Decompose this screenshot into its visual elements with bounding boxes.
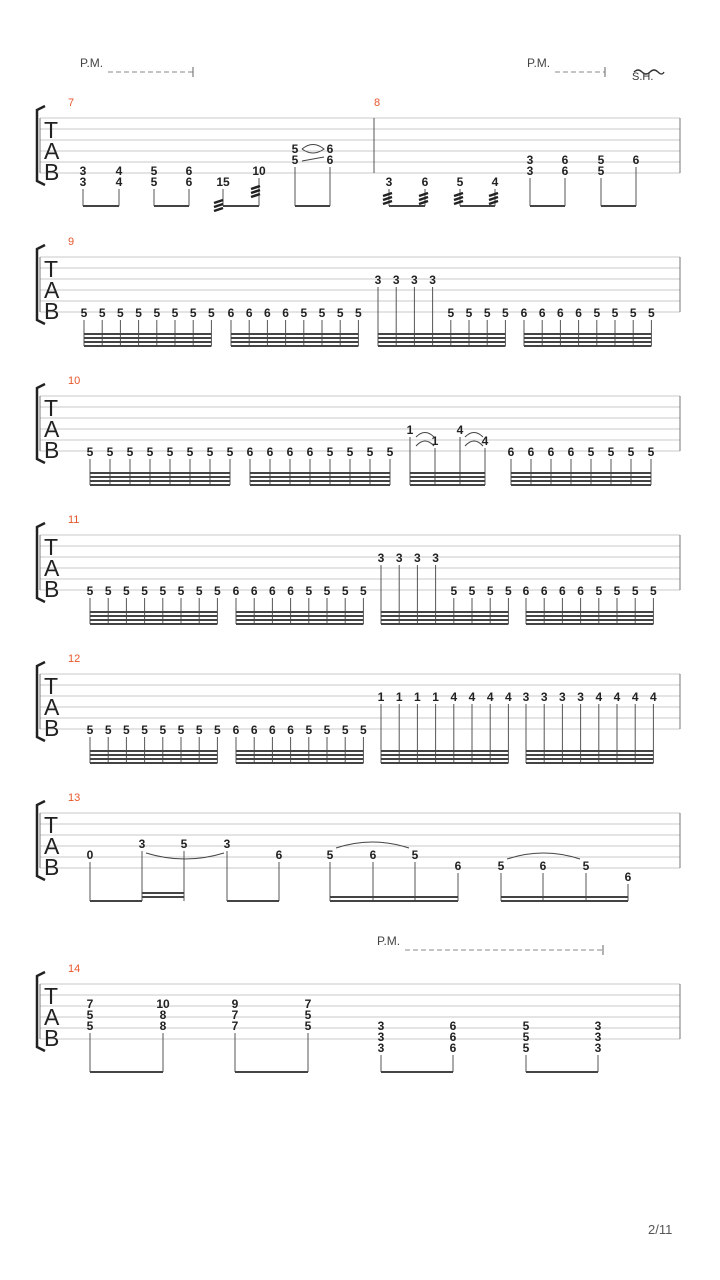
- fret-number: 6: [575, 306, 582, 320]
- measure-number: 7: [68, 97, 75, 109]
- fret-number: 5: [305, 723, 313, 737]
- fret-number: 6: [232, 584, 240, 598]
- fret-number: 7: [231, 1019, 239, 1033]
- tremolo-mark: [454, 201, 463, 204]
- fret-number: 5: [141, 584, 148, 598]
- fret-number: 5: [483, 306, 491, 320]
- fret-number: 5: [123, 584, 130, 598]
- fret-number: 4: [650, 690, 657, 704]
- fret-number: 5: [486, 584, 494, 598]
- fret-number: 5: [360, 723, 367, 737]
- fret-number: 6: [326, 153, 334, 167]
- fret-number: 5: [177, 723, 185, 737]
- fret-number: 5: [86, 1019, 94, 1033]
- measure-number: 13: [68, 792, 81, 804]
- fret-number: 1: [377, 690, 385, 704]
- tab-clef-a: A: [44, 833, 60, 859]
- fret-number: 3: [385, 175, 393, 189]
- fret-number: 5: [613, 584, 621, 598]
- tremolo-mark: [214, 200, 223, 203]
- tab-clef-t: T: [44, 983, 59, 1009]
- fret-number: 5: [323, 723, 331, 737]
- fret-number: 6: [539, 859, 547, 873]
- fret-number: 5: [104, 723, 112, 737]
- fret-number: 3: [559, 690, 566, 704]
- fret-number: 5: [104, 584, 112, 598]
- fret-number: 5: [346, 445, 354, 459]
- fret-number: 5: [323, 584, 331, 598]
- fret-number: 6: [275, 848, 283, 862]
- fret-number: 5: [186, 445, 194, 459]
- fret-number: 3: [377, 1019, 385, 1033]
- fret-number: 7: [304, 997, 312, 1011]
- fret-number: 5: [650, 584, 657, 598]
- fret-number: 3: [594, 1019, 602, 1033]
- fret-number: 4: [481, 434, 489, 448]
- tab-clef-t: T: [44, 256, 59, 282]
- measure-number: 12: [68, 653, 81, 665]
- measure-number: 14: [68, 963, 81, 975]
- fret-number: 10: [156, 997, 170, 1011]
- tab-clef-b: B: [44, 715, 60, 741]
- fret-number: 5: [86, 584, 94, 598]
- tab-clef-t: T: [44, 534, 59, 560]
- tab-clef-b: B: [44, 159, 60, 185]
- fret-number: 8: [159, 1019, 167, 1033]
- fret-number: 5: [336, 306, 344, 320]
- fret-number: 3: [138, 837, 146, 851]
- fret-number: 6: [449, 1030, 457, 1044]
- tremolo-mark: [383, 197, 392, 200]
- measure-number: 10: [68, 375, 81, 387]
- fret-number: 10: [252, 164, 266, 178]
- fret-number: 5: [341, 723, 349, 737]
- fret-number: 5: [587, 445, 595, 459]
- fret-number: 6: [326, 142, 334, 156]
- fret-number: 5: [450, 584, 458, 598]
- fret-number: 5: [106, 445, 114, 459]
- tremolo-mark: [454, 193, 463, 196]
- fret-number: 6: [538, 306, 546, 320]
- fret-number: 6: [567, 445, 575, 459]
- tremolo-mark: [214, 208, 223, 211]
- fret-number: 6: [269, 723, 276, 737]
- bend-curve: [465, 433, 483, 438]
- fret-number: 6: [632, 153, 640, 167]
- page-number: 2/11: [648, 1222, 673, 1237]
- fret-number: 7: [231, 1008, 239, 1022]
- fret-number: 5: [98, 306, 106, 320]
- fret-number: 5: [226, 445, 234, 459]
- tab-clef-t: T: [44, 395, 59, 421]
- tremolo-mark: [489, 201, 498, 204]
- fret-number: 3: [223, 837, 231, 851]
- tab-clef-a: A: [44, 694, 60, 720]
- fret-number: 8: [159, 1008, 167, 1022]
- fret-number: 6: [369, 848, 377, 862]
- fret-number: 5: [456, 175, 464, 189]
- fret-number: 5: [300, 306, 308, 320]
- fret-number: 5: [214, 723, 221, 737]
- tab-clef-b: B: [44, 576, 60, 602]
- fret-number: 3: [526, 164, 534, 178]
- fret-number: 5: [189, 306, 197, 320]
- fret-number: 5: [326, 848, 334, 862]
- fret-number: 3: [395, 551, 403, 565]
- tab-clef-b: B: [44, 1025, 60, 1051]
- fret-number: 6: [522, 584, 530, 598]
- fret-number: 5: [305, 584, 313, 598]
- fret-number: 5: [647, 445, 655, 459]
- fret-number: 3: [594, 1030, 602, 1044]
- tremolo-mark: [214, 204, 223, 207]
- tremolo-mark: [489, 197, 498, 200]
- tab-clef-b: B: [44, 298, 60, 324]
- fret-number: 5: [502, 306, 509, 320]
- fret-number: 5: [146, 445, 154, 459]
- fret-number: 5: [208, 306, 215, 320]
- fret-number: 6: [287, 584, 294, 598]
- fret-number: 5: [141, 723, 148, 737]
- fret-number: 15: [216, 175, 230, 189]
- fret-number: 3: [79, 175, 87, 189]
- fret-number: 6: [449, 1041, 457, 1055]
- fret-number: 5: [206, 445, 214, 459]
- fret-number: 5: [522, 1041, 530, 1055]
- fret-number: 3: [392, 273, 400, 287]
- fret-number: 6: [454, 859, 462, 873]
- measure-number: 8: [374, 97, 381, 109]
- fret-number: 5: [505, 584, 512, 598]
- fret-number: 6: [264, 306, 271, 320]
- fret-number: 5: [304, 1019, 312, 1033]
- fret-number: 5: [117, 306, 124, 320]
- fret-number: 4: [456, 423, 464, 437]
- fret-number: 0: [86, 848, 94, 862]
- fret-number: 5: [593, 306, 601, 320]
- fret-number: 1: [432, 690, 439, 704]
- fret-number: 5: [195, 584, 203, 598]
- tab-clef-t: T: [44, 812, 59, 838]
- fret-number: 3: [429, 273, 436, 287]
- tremolo-mark: [419, 201, 428, 204]
- fret-number: 5: [627, 445, 635, 459]
- tab-clef-a: A: [44, 416, 60, 442]
- fret-number: 1: [395, 690, 403, 704]
- fret-number: 6: [246, 445, 254, 459]
- fret-number: 3: [377, 551, 385, 565]
- fret-number: 6: [266, 445, 274, 459]
- fret-number: 6: [282, 306, 289, 320]
- tremolo-mark: [383, 193, 392, 196]
- tremolo-mark: [383, 201, 392, 204]
- fret-number: 6: [185, 164, 193, 178]
- fret-number: 5: [86, 445, 94, 459]
- fret-number: 4: [115, 175, 123, 189]
- fret-number: 3: [577, 690, 584, 704]
- fret-number: 7: [86, 997, 94, 1011]
- measure-number: 11: [68, 514, 80, 526]
- bend-curve: [302, 145, 324, 154]
- palm-mute-label: P.M.: [527, 56, 551, 70]
- fret-number: 5: [595, 584, 603, 598]
- fret-number: 4: [450, 690, 458, 704]
- fret-number: 4: [486, 690, 494, 704]
- fret-number: 5: [123, 723, 130, 737]
- fret-number: 3: [414, 551, 421, 565]
- fret-number: 5: [597, 153, 605, 167]
- fret-number: 5: [468, 584, 476, 598]
- fret-number: 5: [386, 445, 394, 459]
- fret-number: 5: [355, 306, 362, 320]
- fret-number: 1: [414, 690, 421, 704]
- tab-clef-a: A: [44, 277, 60, 303]
- fret-number: 6: [227, 306, 235, 320]
- fret-number: 5: [631, 584, 639, 598]
- fret-number: 3: [522, 690, 530, 704]
- fret-number: 5: [180, 837, 188, 851]
- fret-number: 5: [522, 1019, 530, 1033]
- fret-number: 5: [318, 306, 326, 320]
- fret-number: 5: [597, 164, 605, 178]
- fret-number: 3: [411, 273, 418, 287]
- fret-number: 6: [540, 584, 548, 598]
- fret-number: 4: [115, 164, 123, 178]
- fret-number: 6: [449, 1019, 457, 1033]
- tab-clef-t: T: [44, 117, 59, 143]
- fret-number: 6: [559, 584, 566, 598]
- fret-number: 6: [624, 870, 632, 884]
- fret-number: 5: [582, 859, 590, 873]
- fret-number: 5: [86, 1008, 94, 1022]
- tab-clef-t: T: [44, 673, 59, 699]
- fret-number: 3: [377, 1041, 385, 1055]
- fret-number: 6: [250, 584, 258, 598]
- tab-clef-b: B: [44, 854, 60, 880]
- fret-number: 3: [79, 164, 87, 178]
- fret-number: 5: [341, 584, 349, 598]
- fret-number: 5: [159, 584, 167, 598]
- fret-number: 5: [135, 306, 142, 320]
- fret-number: 4: [613, 690, 621, 704]
- fret-number: 5: [611, 306, 619, 320]
- fret-number: 5: [171, 306, 179, 320]
- fret-number: 6: [245, 306, 253, 320]
- tab-clef-a: A: [44, 555, 60, 581]
- fret-number: 3: [540, 690, 548, 704]
- fret-number: 3: [432, 551, 439, 565]
- fret-number: 5: [86, 723, 94, 737]
- fret-number: 6: [421, 175, 429, 189]
- fret-number: 5: [195, 723, 203, 737]
- fret-number: 6: [577, 584, 584, 598]
- fret-number: 5: [629, 306, 637, 320]
- fret-number: 1: [406, 423, 414, 437]
- fret-number: 5: [522, 1030, 530, 1044]
- fret-number: 5: [411, 848, 419, 862]
- fret-number: 6: [527, 445, 535, 459]
- fret-number: 5: [177, 584, 185, 598]
- fret-number: 6: [547, 445, 555, 459]
- fret-number: 5: [607, 445, 615, 459]
- fret-number: 6: [287, 723, 294, 737]
- fret-number: 1: [431, 434, 439, 448]
- fret-number: 6: [232, 723, 240, 737]
- fret-number: 5: [126, 445, 134, 459]
- fret-number: 5: [153, 306, 161, 320]
- fret-number: 5: [465, 306, 473, 320]
- fret-number: 4: [631, 690, 639, 704]
- fret-number: 4: [468, 690, 476, 704]
- fret-number: 5: [366, 445, 374, 459]
- fret-number: 6: [561, 153, 569, 167]
- tremolo-mark: [454, 197, 463, 200]
- fret-number: 5: [497, 859, 505, 873]
- fret-number: 4: [595, 690, 603, 704]
- measure-number: 9: [68, 236, 75, 248]
- bend-curve: [465, 441, 483, 446]
- tab-clef-b: B: [44, 437, 60, 463]
- fret-number: 3: [377, 1030, 385, 1044]
- fret-number: 5: [159, 723, 167, 737]
- fret-number: 5: [326, 445, 334, 459]
- fret-number: 6: [269, 584, 276, 598]
- fret-number: 5: [648, 306, 655, 320]
- fret-number: 6: [250, 723, 258, 737]
- fret-number: 6: [520, 306, 528, 320]
- fret-number: 3: [374, 273, 382, 287]
- palm-mute-label: P.M.: [377, 934, 401, 948]
- fret-number: 6: [306, 445, 314, 459]
- fret-number: 5: [291, 153, 299, 167]
- fret-number: 4: [505, 690, 512, 704]
- fret-number: 5: [360, 584, 367, 598]
- slur: [146, 853, 224, 859]
- fret-number: 5: [80, 306, 88, 320]
- fret-number: 6: [286, 445, 294, 459]
- tab-clef-a: A: [44, 138, 60, 164]
- fret-number: 5: [214, 584, 221, 598]
- fret-number: 6: [185, 175, 193, 189]
- fret-number: 4: [491, 175, 499, 189]
- tremolo-mark: [489, 193, 498, 196]
- tremolo-mark: [419, 197, 428, 200]
- fret-number: 6: [507, 445, 515, 459]
- fret-number: 3: [594, 1041, 602, 1055]
- fret-number: 5: [291, 142, 299, 156]
- fret-number: 5: [150, 164, 158, 178]
- tremolo-mark: [419, 193, 428, 196]
- sharp-harmonic-label: S.H.: [632, 71, 654, 83]
- fret-number: 5: [447, 306, 455, 320]
- palm-mute-label: P.M.: [80, 56, 104, 70]
- slide-line: [302, 157, 324, 161]
- fret-number: 6: [557, 306, 564, 320]
- fret-number: 5: [150, 175, 158, 189]
- fret-number: 6: [561, 164, 569, 178]
- fret-number: 3: [526, 153, 534, 167]
- fret-number: 5: [166, 445, 174, 459]
- fret-number: 9: [231, 997, 239, 1011]
- fret-number: 5: [304, 1008, 312, 1022]
- tab-clef-a: A: [44, 1004, 60, 1030]
